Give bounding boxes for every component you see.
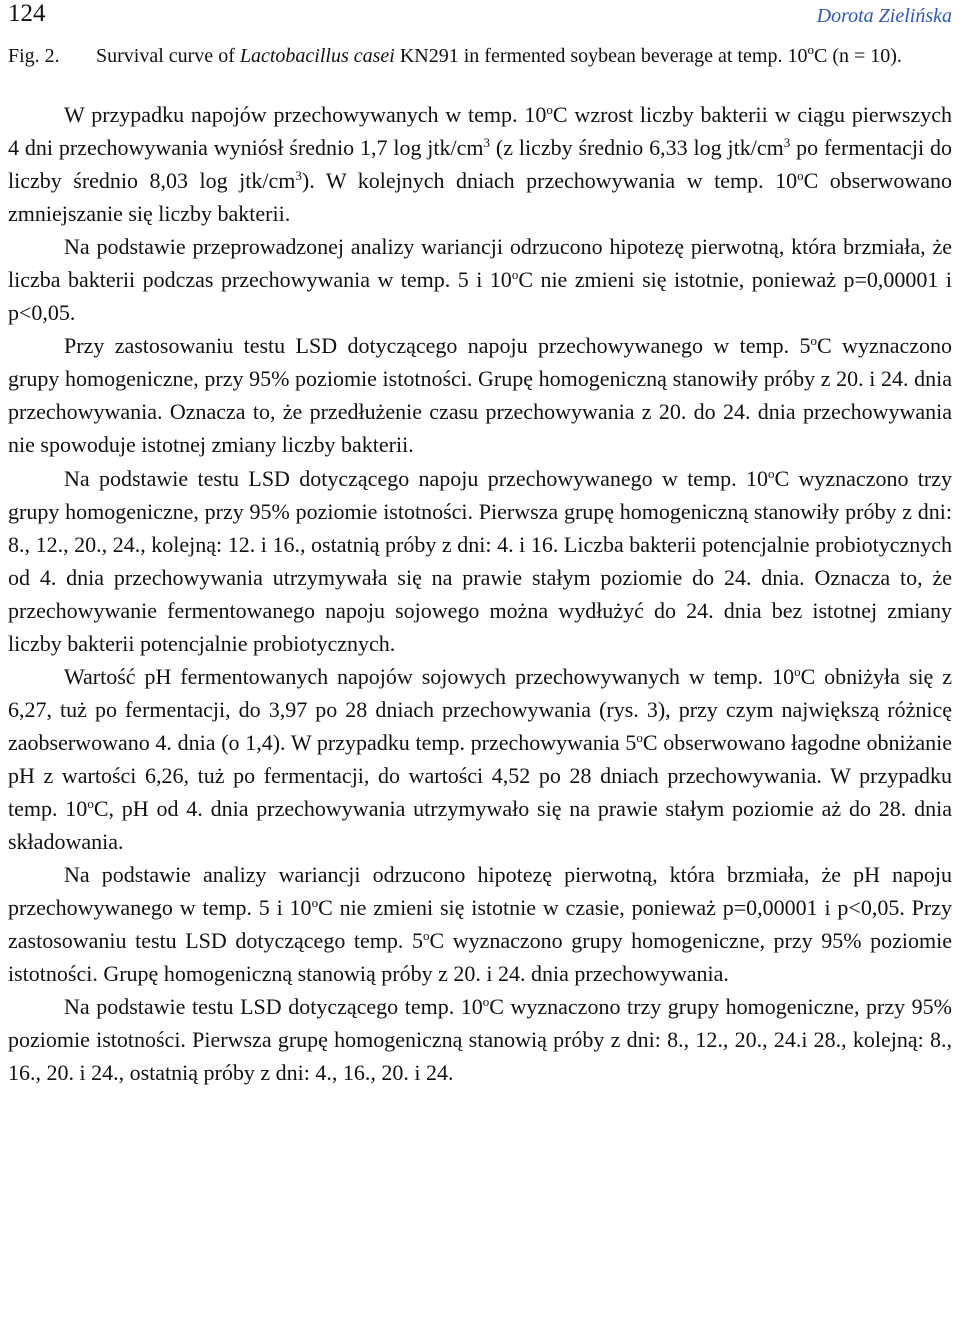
text-run: C wzrost liczby bakterii w ciągu pierwszych 4 dni przechowywania wyniósł średnio 1,7 log jtk/cm (8, 102, 952, 161)
superscript: 3 (295, 168, 302, 184)
text-run: Wartość pH fermentowanych napojów sojowych przechowywanych w temp. 10 (64, 663, 795, 689)
superscript: o (794, 663, 801, 679)
superscript: o (482, 994, 490, 1010)
text-run: C nie zmieni się istotnie, ponieważ p=0,00001 i p<0,05. (8, 267, 953, 326)
figure-label: Fig. 2. (8, 45, 60, 67)
superscript: o (810, 333, 817, 349)
page-header (8, 0, 952, 28)
text-run: ). W kolejnych dniach przechowywania w temp. 10 (301, 168, 798, 194)
text-run: Przy zastosowaniu testu LSD dotyczącego napoju przechowywanego w temp. 5 (64, 333, 811, 359)
species-name: Lactobacillus casei (239, 45, 395, 67)
text-run: C wyznaczono trzy grupy homogeniczne, przy 95% poziomie istotności. Pierwsza grupę homogeniczną stanowiły próby z dni: 8., 12., 20., 24., kolejną: 12. i 16., ostatnią próby z dni: 4. i 16. Liczba bakterii potencjalnie probiotycznych od 4. dnia przechowywania utrzymywała się na prawie stałym poziomie do 24. dnia. Oznacza to, że przechowywanie fermentowanego napoju sojowego można wydłużyć do 24. dnia bez istotnej zmiany liczby bakterii potencjalnie probiotycznych. (8, 465, 952, 656)
paragraph-4 (8, 462, 952, 660)
text-run: C obserwowano łagodne obniżanie pH z wartości 6,26, tuż po fermentacji, do wartości 4,52 po 28 dniach przechowywania. W przypadku temp. 10 (8, 729, 952, 821)
paragraph-2 (8, 230, 952, 329)
superscript: o (422, 928, 430, 944)
superscript: o (311, 895, 319, 911)
text-run: C, pH od 4. dnia przechowywania utrzymywało się na prawie stałym poziomie aż do 28. dnia składowania. (8, 795, 952, 855)
superscript: o (546, 102, 553, 117)
superscript: o (511, 267, 519, 283)
degree-superscript: o (807, 42, 814, 57)
text-run: Na podstawie przeprowadzonej analizy wariancji odrzucono hipotezę pierwotną, która brzmiała, że liczba bakterii podczas przechowywania w temp. 5 i 10 (8, 234, 952, 293)
text-run: po fermentacji do liczby średnio 8,03 log jtk/cm (8, 135, 952, 194)
paragraph-5 (8, 660, 952, 858)
running-header-author: Dorota Zielińska (816, 5, 952, 27)
caption-part: Survival curve of (96, 45, 240, 67)
text-run: Na podstawie analizy wariancji odrzucono hipotezę pierwotną, która brzmiała, że pH napoju przechowywanego w temp. 5 i 10 (8, 862, 952, 921)
paragraph-3 (8, 329, 952, 461)
text-run: C wyznaczono grupy homogeniczne, przy 95% poziomie istotności. Grupę homogeniczną stanowiły próby z 20. i 24. dnia przechowywania. Oznacza to, że przedłużenie czasu przechowywania z 20. do 24. dnia przechowywania nie spowoduje istotnej zmiany liczby bakterii. (8, 333, 952, 458)
body-text (8, 98, 952, 1089)
caption-part: C (n = 10). (813, 45, 902, 67)
paragraph-6 (8, 858, 952, 990)
text-run: (z liczby średnio 6,33 log jtk/cm (490, 135, 784, 161)
superscript: o (797, 168, 804, 184)
text-run: C wyznaczono trzy grupy homogeniczne, przy 95% poziomie istotności. Pierwsza grupę homogeniczną stanowią próby z dni: 8., 12., 20., 24.i 28., kolejną: 8., 16., 20. i 24., ostatnią próby z dni: 4., 16., 20. i 24. (8, 994, 952, 1086)
text-run: C obserwowano zmniejszanie się liczby bakterii. (8, 168, 952, 227)
figure-caption (8, 42, 952, 70)
paragraph-1 (8, 98, 952, 230)
text-run: Na podstawie testu LSD dotyczącego napoju przechowywanego w temp. 10 (64, 465, 769, 491)
superscript: o (87, 795, 94, 811)
paragraph-7 (8, 990, 952, 1089)
superscript: o (768, 465, 775, 481)
superscript: o (636, 729, 643, 745)
text-run: C wyznaczono grupy homogeniczne, przy 95% poziomie istotności. Grupę homogeniczną stanowią próby z 20. i 24. dnia przechowywania. (8, 928, 952, 987)
text-run: C obniżyła się z 6,27, tuż po fermentacji, do 3,97 po 28 dniach przechowywania (rys. 3), przy czym największą różnicę zaobserwowano 4. dnia (o 1,4). W przypadku temp. przechowywania 5 (8, 663, 952, 755)
caption-part: KN291 in fermented soybean beverage at temp. 10 (394, 45, 808, 67)
text-run: C nie zmieni się istotnie w czasie, ponieważ p=0,00001 i p<0,05. Przy zastosowaniu testu LSD dotyczącego temp. 5 (8, 895, 952, 954)
text-run: W przypadku napojów przechowywanych w temp. 10 (64, 102, 547, 127)
text-run: Na podstawie testu LSD dotyczącego temp. 10 (64, 994, 483, 1020)
superscript: 3 (483, 135, 491, 151)
superscript: 3 (783, 135, 791, 151)
page-number: 124 (8, 0, 46, 27)
figure-caption-text (96, 42, 952, 70)
